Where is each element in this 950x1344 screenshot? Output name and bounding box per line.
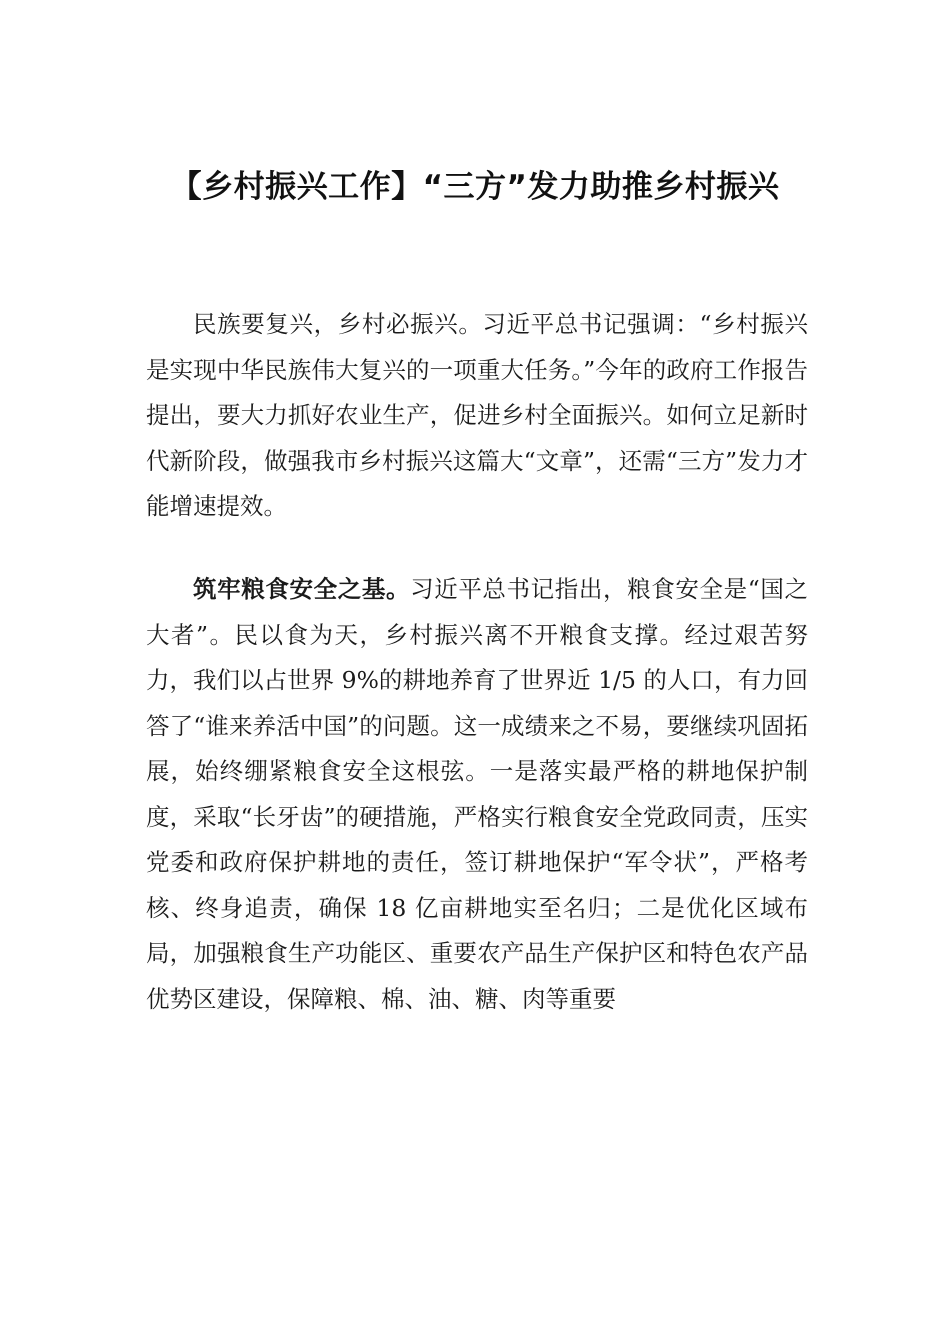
document-title: 【乡村振兴工作】“三方”发力助推乡村振兴 xyxy=(170,169,780,205)
paragraph-text: 民族要复兴，乡村必振兴。习近平总书记强调：“乡村振兴是实现中华民族伟大复兴的一项重大任务。”今年的政府工作报告提出，要大力抓好农业生产，促进乡村全面振兴。如何立足新时代新阶段，做强我市乡村振兴这篇大“文章”，还需“三方”发力才能增速提效。 xyxy=(146,310,808,520)
paragraph-lead-heading: 筑牢粮食安全之基。 xyxy=(193,575,411,603)
paragraph-text: 习近平总书记指出，粮食安全是“国之大者”。民以食为天，乡村振兴离不开粮食支撑。经过艰苦努力，我们以占世界 9%的耕地养育了世界近 1/5 的人口，有力回答了“谁来养活中国”的问题。这一成绩来之不易，要继续巩固拓展，始终绷紧粮食安全这根弦。一是落实最严格的耕地保护制度，采取“长牙齿”的硬措施，严格实行粮食安全党政同责，压实党委和政府保护耕地的责任，签订耕地保护“军令状”，严格考核、终身追责，确保 18 亿亩耕地实至名归；二是优化区域布局，加强粮食生产功能区、重要农产品生产保护区和特色农产品优势区建设，保障粮、棉、油、糖、肉等重要 xyxy=(146,575,809,1013)
body-paragraph xyxy=(146,302,808,530)
body-paragraph xyxy=(146,567,808,1022)
